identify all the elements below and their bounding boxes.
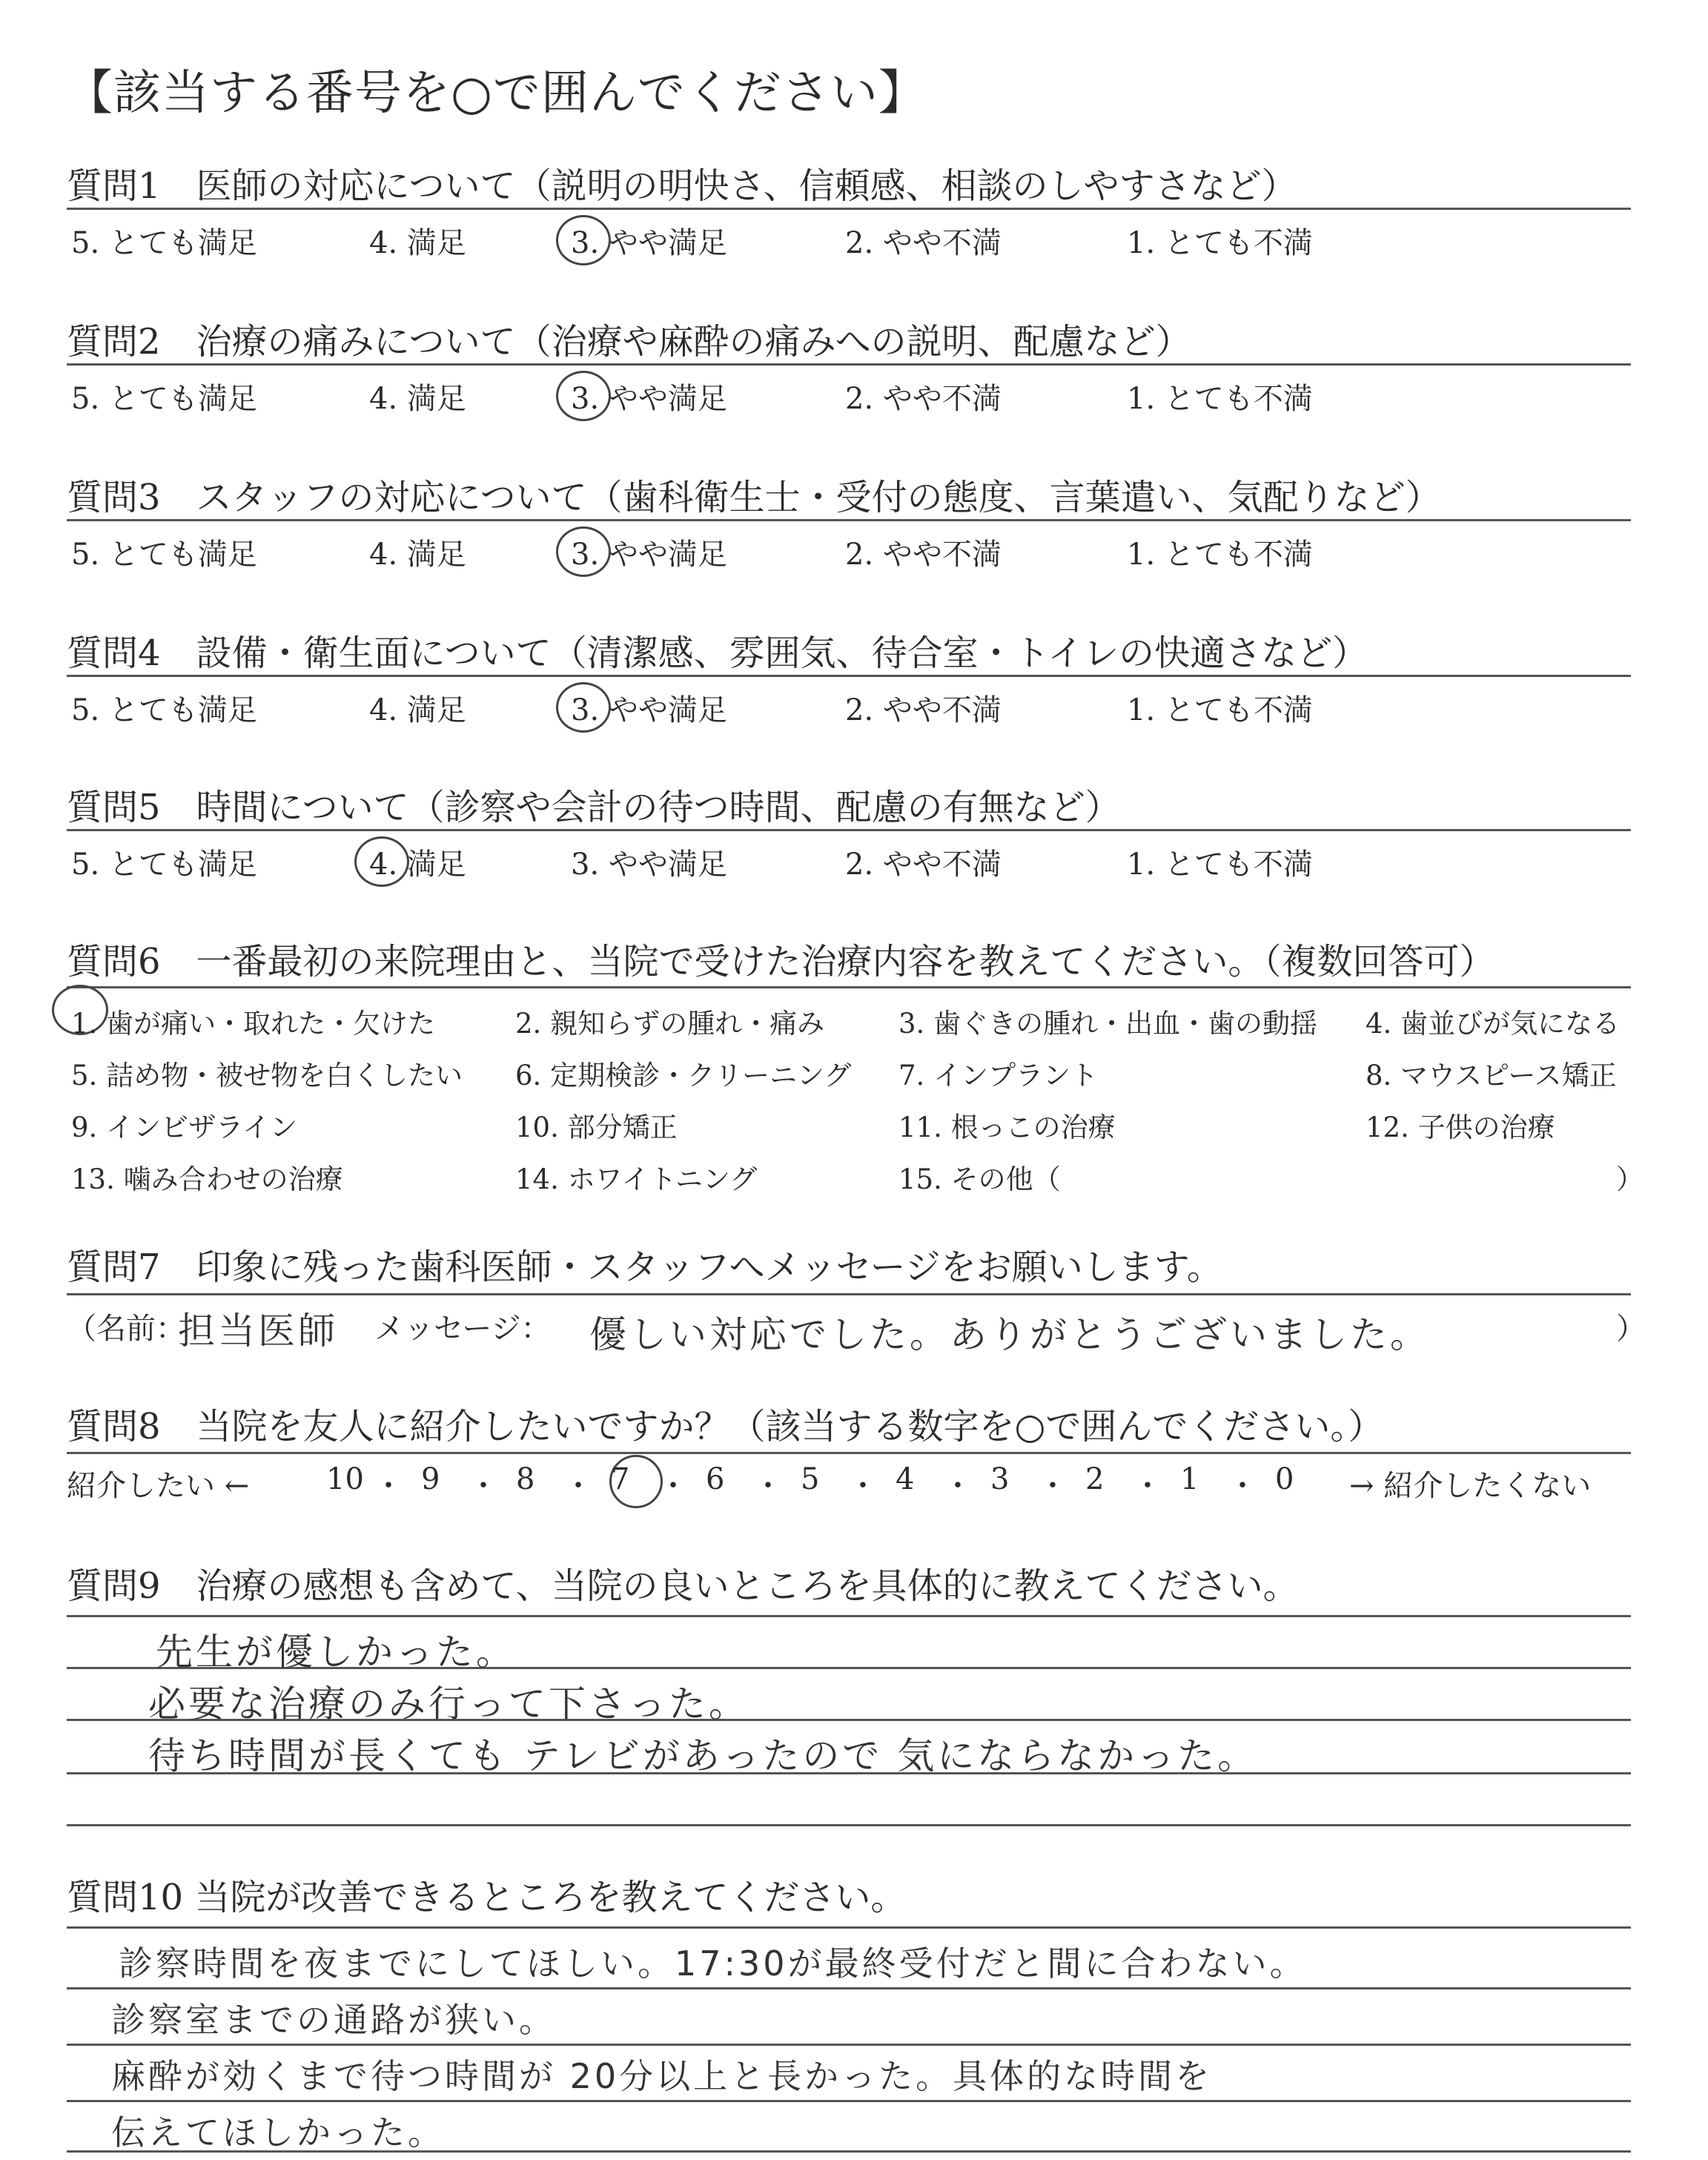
scale-mark[interactable]: 0 bbox=[1275, 1462, 1294, 1496]
scale-mark[interactable]: 9 bbox=[421, 1462, 440, 1496]
q6-title: 質問6 一番最初の来院理由と、当院で受けた治療内容を教えてください。（複数回答可） bbox=[67, 941, 1495, 982]
scale-mark[interactable]: 1 bbox=[1180, 1462, 1199, 1496]
q6-option[interactable]: 10. 部分矯正 bbox=[515, 1112, 678, 1143]
rating-option[interactable]: 4. 満足 bbox=[369, 382, 466, 416]
question-rule bbox=[67, 363, 1631, 366]
rating-option[interactable]: 2. やや不満 bbox=[845, 382, 1002, 416]
rating-option[interactable]: 5. とても満足 bbox=[71, 226, 257, 260]
question-title: 質問1 医師の対応について（説明の明快さ、信頼感、相談のしやすさなど） bbox=[67, 165, 1297, 207]
answer-line bbox=[67, 1987, 1631, 1989]
q8-rule bbox=[67, 1452, 1631, 1454]
q9-answer[interactable]: 先生が優しかった。 bbox=[156, 1631, 516, 1674]
q9-answer[interactable]: 待ち時間が長くても テレビがあったので 気にならなかった。 bbox=[148, 1734, 1258, 1777]
q7-rule bbox=[67, 1293, 1631, 1295]
scale-mark[interactable]: 5 bbox=[801, 1462, 820, 1496]
q7-close-paren: ） bbox=[1616, 1312, 1646, 1346]
rating-option[interactable]: 2. やや不満 bbox=[845, 693, 1002, 727]
question-title: 質問2 治療の痛みについて（治療や麻酔の痛みへの説明、配慮など） bbox=[67, 321, 1191, 363]
selection-circle bbox=[354, 836, 409, 887]
rating-option[interactable]: 5. とても満足 bbox=[71, 382, 257, 416]
scale-mark: ・ bbox=[943, 1469, 973, 1503]
q10-answer[interactable]: 診察時間を夜までにしてほしい。17:30が最終受付だと間に合わない。 bbox=[119, 1943, 1307, 1984]
q6-option[interactable]: 14. ホワイトニング bbox=[515, 1163, 758, 1195]
q7-message-value[interactable]: 優しい対応でした。ありがとうございました。 bbox=[589, 1313, 1430, 1356]
q10-title: 質問10 当院が改善できるところを教えてください。 bbox=[67, 1877, 907, 1918]
selection-circle bbox=[556, 526, 611, 577]
scale-mark[interactable]: 4 bbox=[896, 1462, 915, 1496]
q10-answer[interactable]: 診察室までの通路が狭い。 bbox=[111, 2000, 556, 2040]
scale-mark: ・ bbox=[1228, 1469, 1257, 1503]
q6-option[interactable]: 4. 歯並びが気になる bbox=[1366, 1008, 1621, 1040]
rating-option[interactable]: 3. やや満足 bbox=[571, 226, 727, 260]
scale-mark: ・ bbox=[753, 1469, 783, 1503]
q6-option[interactable]: 9. インビザライン bbox=[71, 1112, 297, 1143]
question-rule bbox=[67, 675, 1631, 677]
rating-option[interactable]: 4. 満足 bbox=[369, 693, 466, 727]
question-title: 質問3 スタッフの対応について（歯科衛生士・受付の態度、言葉遣い、気配りなど） bbox=[67, 477, 1441, 518]
q9-answer[interactable]: 必要な治療のみ行って下さった。 bbox=[148, 1682, 749, 1725]
q7-name-label: （名前： bbox=[67, 1312, 185, 1346]
selection-circle bbox=[556, 215, 611, 265]
q7-name-value[interactable]: 担当医師 bbox=[178, 1309, 338, 1353]
question-rule bbox=[67, 208, 1631, 210]
rating-option[interactable]: 1. とても不満 bbox=[1127, 382, 1313, 416]
scale-mark[interactable]: 3 bbox=[990, 1462, 1010, 1496]
rating-option[interactable]: 2. やや不満 bbox=[845, 848, 1002, 882]
scale-mark[interactable]: 10 bbox=[326, 1462, 364, 1496]
rating-option[interactable]: 3. やや満足 bbox=[571, 848, 727, 882]
answer-line bbox=[67, 1615, 1631, 1617]
q6-option[interactable]: 6. 定期検診・クリーニング bbox=[515, 1060, 852, 1091]
q6-option[interactable]: 12. 子供の治療 bbox=[1366, 1112, 1555, 1143]
q6-option[interactable]: 7. インプラント bbox=[898, 1060, 1099, 1091]
rating-option[interactable]: 1. とても不満 bbox=[1127, 538, 1313, 572]
scale-mark: ・ bbox=[469, 1469, 498, 1503]
selection-circle bbox=[556, 682, 611, 733]
question-rule bbox=[67, 829, 1631, 831]
q9-title: 質問9 治療の感想も含めて、当院の良いところを具体的に教えてください。 bbox=[67, 1565, 1299, 1607]
question-title: 質問5 時間について（診察や会計の待つ時間、配慮の有無など） bbox=[67, 787, 1121, 828]
scale-mark: ・ bbox=[1038, 1469, 1068, 1503]
rating-option[interactable]: 5. とても満足 bbox=[71, 693, 257, 727]
q8-left-label: 紹介したい ← bbox=[67, 1469, 250, 1503]
scale-mark[interactable]: 6 bbox=[706, 1462, 725, 1496]
q10-answer[interactable]: 伝えてほしかった。 bbox=[111, 2113, 445, 2153]
selection-circle bbox=[556, 371, 611, 421]
answer-line bbox=[67, 2100, 1631, 2102]
scale-mark: ・ bbox=[848, 1469, 878, 1503]
rating-option[interactable]: 1. とても不満 bbox=[1127, 693, 1313, 727]
question-title: 質問4 設備・衛生面について（清潔感、雰囲気、待合室・トイレの快適さなど） bbox=[67, 633, 1368, 674]
q6-option[interactable]: 15. その他（ bbox=[898, 1163, 1061, 1195]
answer-line bbox=[67, 1824, 1631, 1826]
rating-option[interactable]: 4. 満足 bbox=[369, 538, 466, 572]
q6-option[interactable]: ） bbox=[1616, 1163, 1644, 1195]
q8-right-label: → 紹介したくない bbox=[1349, 1469, 1592, 1503]
q6-option[interactable]: 11. 根っこの治療 bbox=[898, 1112, 1116, 1143]
q7-message-label: メッセージ： bbox=[374, 1312, 551, 1346]
answer-line bbox=[67, 2044, 1631, 2046]
rating-option[interactable]: 1. とても不満 bbox=[1127, 848, 1313, 882]
rating-option[interactable]: 2. やや不満 bbox=[845, 538, 1002, 572]
rating-option[interactable]: 3. やや満足 bbox=[571, 538, 727, 572]
q6-option[interactable]: 13. 噛み合わせの治療 bbox=[71, 1163, 343, 1195]
scale-mark: ・ bbox=[374, 1469, 403, 1503]
q8-title: 質問8 当院を友人に紹介したいですか？（該当する数字を○で囲んでください。） bbox=[67, 1406, 1384, 1447]
q6-option[interactable]: 8. マウスピース矯正 bbox=[1366, 1060, 1617, 1091]
rating-option[interactable]: 3. やや満足 bbox=[571, 693, 727, 727]
q6-option[interactable]: 2. 親知らずの腫れ・痛み bbox=[515, 1008, 825, 1040]
rating-option[interactable]: 5. とても満足 bbox=[71, 538, 257, 572]
rating-option[interactable]: 2. やや不満 bbox=[845, 226, 1002, 260]
q6-option[interactable]: 3. 歯ぐきの腫れ・出血・歯の動揺 bbox=[898, 1008, 1318, 1040]
question-rule bbox=[67, 519, 1631, 521]
scale-mark[interactable]: 2 bbox=[1085, 1462, 1105, 1496]
rating-option[interactable]: 3. やや満足 bbox=[571, 382, 727, 416]
scale-mark[interactable]: 7 bbox=[611, 1462, 630, 1496]
rating-option[interactable]: 5. とても満足 bbox=[71, 848, 257, 882]
q10-answer[interactable]: 麻酔が効くまで待つ時間が 20分以上と長かった。具体的な時間を bbox=[111, 2056, 1213, 2096]
scale-mark: ・ bbox=[658, 1469, 688, 1503]
rating-option[interactable]: 1. とても不満 bbox=[1127, 226, 1313, 260]
q6-rule bbox=[67, 986, 1631, 988]
scale-mark: ・ bbox=[1133, 1469, 1162, 1503]
q7-title: 質問7 印象に残った歯科医師・スタッフへメッセージをお願いします。 bbox=[67, 1246, 1222, 1288]
scale-mark: ・ bbox=[563, 1469, 593, 1503]
form-header: 【該当する番号を○で囲んでください】 bbox=[65, 66, 927, 121]
scale-mark[interactable]: 8 bbox=[516, 1462, 535, 1496]
rating-option[interactable]: 4. 満足 bbox=[369, 848, 466, 882]
q6-option[interactable]: 1. 歯が痛い・取れた・欠けた bbox=[71, 1008, 436, 1040]
q6-option[interactable]: 5. 詰め物・被せ物を白くしたい bbox=[71, 1060, 463, 1091]
answer-line bbox=[67, 1926, 1631, 1929]
rating-option[interactable]: 4. 満足 bbox=[369, 226, 466, 260]
